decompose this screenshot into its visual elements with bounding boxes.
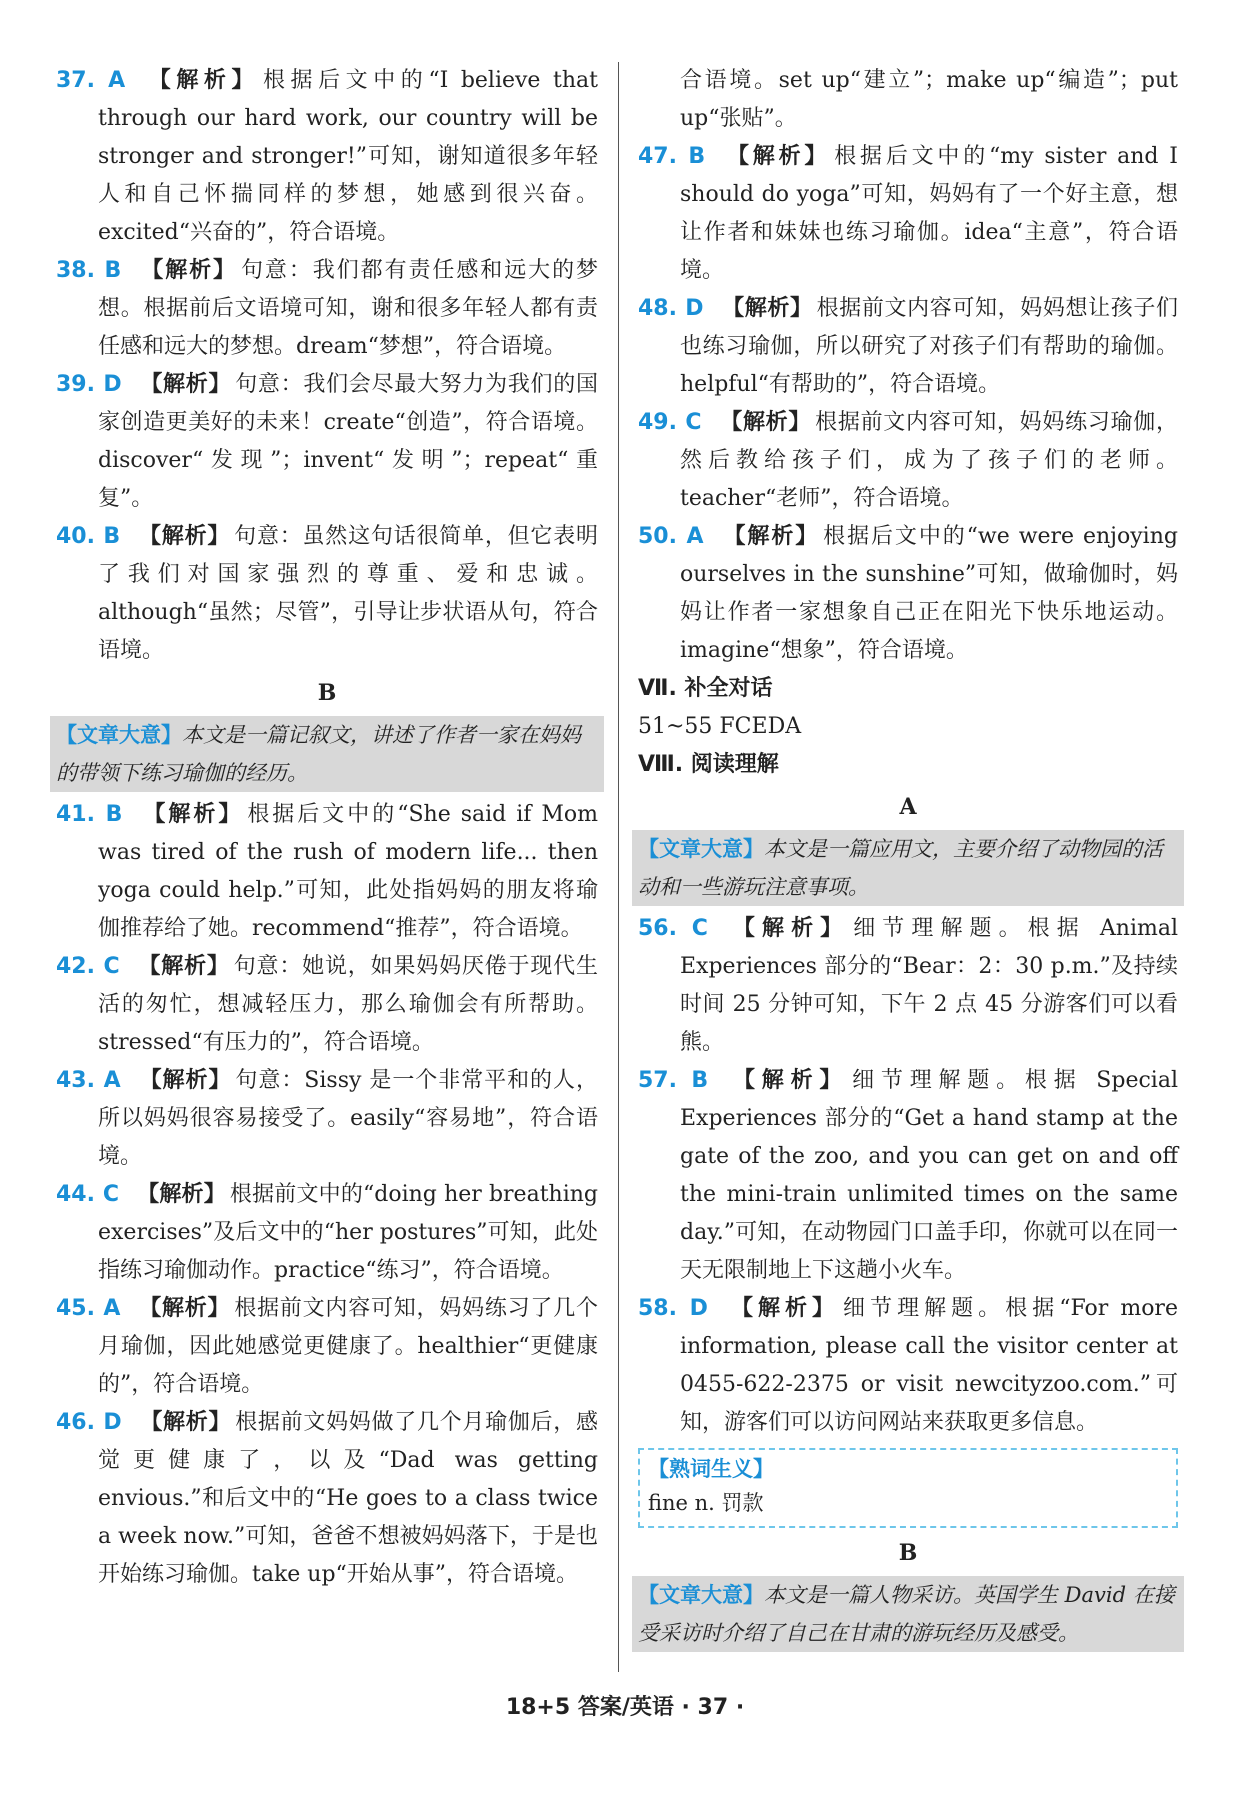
answer-entry <box>56 518 598 670</box>
passage-a-summary <box>632 830 1184 906</box>
summary-text: 本文是一篇应用文，主要介绍了动物园的活动和一些游玩注意事项。 <box>638 837 1163 899</box>
section-8-heading: Ⅷ. 阅读理解 <box>638 752 779 777</box>
question-number: 47. B <box>638 144 706 169</box>
question-number: 56. C <box>638 916 708 941</box>
right-column <box>638 62 1178 1656</box>
answer-entry <box>56 796 598 948</box>
analysis-text: 根据后文中的“I believe that through our hard work, our country will be stronger and stronger!”可知，谢知道很多年轻人和自己怀揣同样的梦想，她感到很兴奋。excited“兴奋的”，符合语境。 <box>98 68 598 245</box>
question-number: 40. B <box>56 524 121 549</box>
question-number: 48. D <box>638 296 704 321</box>
analysis-tag: 【解析】 <box>723 144 831 169</box>
analysis-tag: 【解析】 <box>139 372 232 397</box>
analysis-text: 细节理解题。根据 Special Experiences 部分的“Get a hand stamp at the gate of the zoo, and you can get on and off the mini-train unlimited times on the same day.”可知，在动物园门口盖手印，你就可以在同一天无限制地上下这趟小火车。 <box>680 1068 1178 1283</box>
analysis-tag: 【解析】 <box>139 1410 232 1435</box>
analysis-tag: 【解析】 <box>138 1068 232 1093</box>
analysis-tag: 【解析】 <box>139 258 237 283</box>
analysis-text: 句意：Sissy 是一个非常平和的人，所以妈妈很容易接受了。easily“容易地”，符合语境。 <box>98 1068 598 1169</box>
answer-entry <box>638 404 1178 518</box>
analysis-text: 根据前文内容可知，妈妈想让孩子们也练习瑜伽，所以研究了对孩子们有帮助的瑜伽。helpful“有帮助的”，符合语境。 <box>680 296 1178 397</box>
question-number: 49. C <box>638 410 702 435</box>
analysis-tag: 【解析】 <box>725 1296 840 1321</box>
analysis-text: 根据前文中的“doing her breathing exercises”及后文中的“her postures”可知，此处指练习瑜伽动作。practice“练习”，符合语境。 <box>98 1182 598 1283</box>
passage-b-summary <box>50 716 604 792</box>
analysis-tag: 【解析】 <box>143 68 259 93</box>
question-number: 41. B <box>56 802 123 827</box>
analysis-text: 句意：我们都有责任感和远大的梦想。根据前后文语境可知，谢和很多年轻人都有责任感和远大的梦想。dream“梦想”，符合语境。 <box>98 258 598 359</box>
answer-entry <box>56 366 598 518</box>
analysis-text: 句意：虽然这句话很简单，但它表明了我们对国家强烈的尊重、爱和忠诚。although“虽然；尽管”，引导让步状语从句，符合语境。 <box>98 524 598 663</box>
analysis-text: 根据后文中的“my sister and I should do yoga”可知，妈妈有了一个好主意，想让作者和妹妹也练习瑜伽。idea“主意”，符合语境。 <box>680 144 1178 283</box>
column-divider <box>618 62 619 1672</box>
answer-entry <box>638 910 1178 1062</box>
answer-entry <box>638 290 1178 404</box>
summary-label: 【文章大意】 <box>638 1582 764 1607</box>
question-number: 50. A <box>638 524 704 549</box>
vocab-box <box>638 1448 1178 1528</box>
question-number: 46. D <box>56 1410 122 1435</box>
analysis-text: 句意：她说，如果妈妈厌倦于现代生活的匆忙，想减轻压力，那么瑜伽会有所帮助。stressed“有压力的”，符合语境。 <box>98 954 598 1055</box>
question-number: 37. A <box>56 68 126 93</box>
answer-entry <box>638 138 1178 290</box>
analysis-tag: 【解析】 <box>138 1296 231 1321</box>
answer-entry <box>56 948 598 1062</box>
analysis-text: 根据后文中的“we were enjoying ourselves in the sunshine”可知，做瑜伽时，妈妈让作者一家想象自己正在阳光下快乐地运动。imagine“想象”，符合语境。 <box>680 524 1178 663</box>
answer-entry <box>56 1062 598 1176</box>
summary-text: 本文是一篇人物采访。英国学生 David 在接受采访时介绍了自己在甘肃的游玩经历及感受。 <box>638 1583 1175 1645</box>
answer-entry <box>638 518 1178 670</box>
passage-b-heading: B <box>317 680 337 706</box>
analysis-text: 句意：我们会尽最大努力为我们的国家创造更美好的未来！create“创造”，符合语境。discover“发现”；invent“发明”；repeat“重复”。 <box>98 372 598 511</box>
analysis-tag: 【解析】 <box>136 1182 226 1207</box>
question-number: 57. B <box>638 1068 709 1093</box>
section-7-answers: 51~55 FCEDA <box>638 714 802 739</box>
question-number: 43. A <box>56 1068 121 1093</box>
analysis-tag: 【解析】 <box>719 410 812 435</box>
analysis-text: 根据前文内容可知，妈妈练习瑜伽，然后教给孩子们，成为了孩子们的老师。teacher“老师”，符合语境。 <box>680 410 1178 511</box>
vocab-text: fine n. 罚款 <box>648 1491 764 1515</box>
question-number: 58. D <box>638 1296 708 1321</box>
summary-label: 【文章大意】 <box>638 836 764 861</box>
answer-entry <box>56 1176 598 1290</box>
summary-label: 【文章大意】 <box>56 722 182 747</box>
analysis-tag: 【解析】 <box>138 524 231 549</box>
analysis-tag: 【解析】 <box>721 296 813 321</box>
answer-entry <box>56 1290 598 1404</box>
analysis-text: 细节理解题。根据 Animal Experiences 部分的“Bear：2：30 p.m.”及持续时间 25 分钟可知，下午 2 点 45 分游客们可以看熊。 <box>680 916 1178 1055</box>
analysis-tag: 【解析】 <box>137 954 230 979</box>
answer-entry <box>56 252 598 366</box>
answer-entry <box>638 1062 1178 1290</box>
passage-a-heading: A <box>899 794 917 820</box>
page-footer: 18+5 答案/英语 · 37 · <box>505 1695 745 1720</box>
question-number: 44. C <box>56 1182 119 1207</box>
analysis-tag: 【解析】 <box>725 916 850 941</box>
answer-entry <box>56 62 598 252</box>
analysis-tag: 【解析】 <box>140 802 244 827</box>
vocab-label: 【熟词生义】 <box>648 1456 774 1481</box>
analysis-tag: 【解析】 <box>721 524 820 549</box>
summary-text: 本文是一篇记叙文，讲述了作者一家在妈妈的带领下练习瑜伽的经历。 <box>56 723 581 785</box>
left-column <box>56 62 598 1594</box>
analysis-text: 根据后文中的“She said if Mom was tired of the rush of modern life... then yoga could help.”可知，此处指妈妈的朋友将瑜伽推荐给了她。recommend“推荐”，符合语境。 <box>98 802 598 941</box>
passage-b2-heading: B <box>898 1540 918 1566</box>
answer-entry <box>638 62 1178 138</box>
section-7-heading: Ⅶ. 补全对话 <box>638 676 773 701</box>
question-number: 39. D <box>56 372 122 397</box>
analysis-text: 根据前文内容可知，妈妈练习了几个月瑜伽，因此她感觉更健康了。healthier“更健康的”，符合语境。 <box>98 1296 598 1397</box>
analysis-text: 合语境。set up“建立”；make up“编造”；put up“张贴”。 <box>680 68 1178 131</box>
answer-entry <box>638 1290 1178 1442</box>
question-number: 38. B <box>56 258 122 283</box>
analysis-text: 细节理解题。根据“For more information, please call the visitor center at 0455-622-2375 or visit newcityzoo.com.”可知，游客们可以访问网站来获取更多信息。 <box>680 1296 1178 1435</box>
analysis-text: 根据前文妈妈做了几个月瑜伽后，感觉更健康了，以及“Dad was getting envious.”和后文中的“He goes to a class twice a week now.”可知，爸爸不想被妈妈落下，于是也开始练习瑜伽。take up“开始从事”，符合语境。 <box>98 1410 598 1587</box>
answer-entry <box>56 1404 598 1594</box>
question-number: 45. A <box>56 1296 121 1321</box>
passage-b2-summary <box>632 1576 1184 1652</box>
analysis-tag: 【解析】 <box>726 1068 849 1093</box>
question-number: 42. C <box>56 954 120 979</box>
